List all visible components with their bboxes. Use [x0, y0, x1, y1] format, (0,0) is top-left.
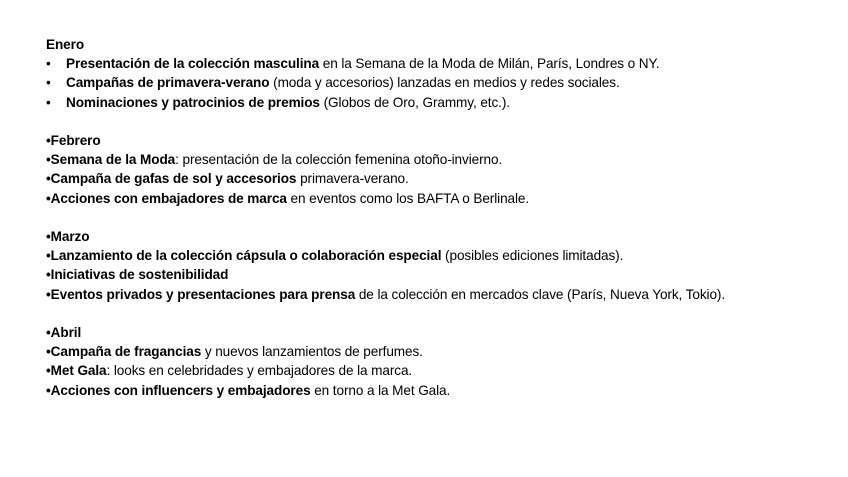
month-heading-marzo: •Marzo	[46, 229, 90, 244]
bullet: •	[46, 94, 51, 110]
item-text: en torno a la Met Gala.	[310, 382, 451, 398]
spacer	[46, 112, 776, 131]
bullet: •	[46, 75, 51, 91]
list-item	[46, 246, 776, 265]
item-title: •Eventos privados y presentaciones para prensa	[46, 286, 356, 302]
item-title: •Campaña de fragancias	[46, 344, 202, 360]
list-item	[46, 361, 776, 380]
spacer	[46, 208, 776, 227]
item-text: en eventos como los BAFTA o Berlinale.	[286, 190, 530, 206]
list-item	[46, 342, 776, 361]
list-item	[46, 54, 776, 73]
list-item	[46, 150, 776, 169]
item-title: •Lanzamiento de la colección cápsula o colaboración especial	[46, 248, 442, 264]
item-text: primavera-verano.	[296, 171, 409, 187]
item-title: •Acciones con influencers y embajadores	[46, 382, 311, 398]
item-text: : looks en celebridades y embajadores de la marca.	[106, 363, 413, 379]
item-title: Campañas de primavera-verano	[66, 75, 270, 91]
item-text: (moda y accesorios) lanzadas en medios y redes sociales.	[269, 75, 620, 91]
list-item	[46, 169, 776, 188]
list-item	[46, 381, 776, 400]
item-text: y nuevos lanzamientos de perfumes.	[201, 344, 423, 360]
item-title: •Campaña de gafas de sol y accesorios	[46, 171, 297, 187]
list-item	[46, 73, 776, 92]
item-text: (Globos de Oro, Grammy, etc.).	[319, 94, 510, 110]
item-text: : presentación de la colección femenina otoño-invierno.	[175, 152, 503, 168]
item-title: •Iniciativas de sostenibilidad	[46, 267, 229, 283]
item-title: Nominaciones y patrocinios de premios	[66, 94, 320, 110]
item-text: de la colección en mercados clave (París, Nueva York, Tokio).	[355, 286, 726, 302]
month-heading-abril: •Abril	[46, 325, 82, 340]
list-item	[46, 265, 776, 284]
spacer	[46, 304, 776, 323]
slide-content	[46, 35, 776, 400]
item-text: (posibles ediciones limitadas).	[441, 248, 624, 264]
list-item	[46, 285, 776, 304]
list-item	[46, 189, 776, 208]
bullet: •	[46, 56, 51, 72]
item-title: •Met Gala	[46, 363, 107, 379]
item-title: •Acciones con embajadores de marca	[46, 190, 287, 206]
month-heading-enero: Enero	[46, 37, 85, 52]
item-title: •Semana de la Moda	[46, 152, 176, 168]
item-text: en la Semana de la Moda de Milán, París, Londres o NY.	[319, 56, 660, 72]
month-heading-febrero: •Febrero	[46, 133, 101, 148]
item-title: Presentación de la colección masculina	[66, 56, 320, 72]
list-item	[46, 93, 776, 112]
